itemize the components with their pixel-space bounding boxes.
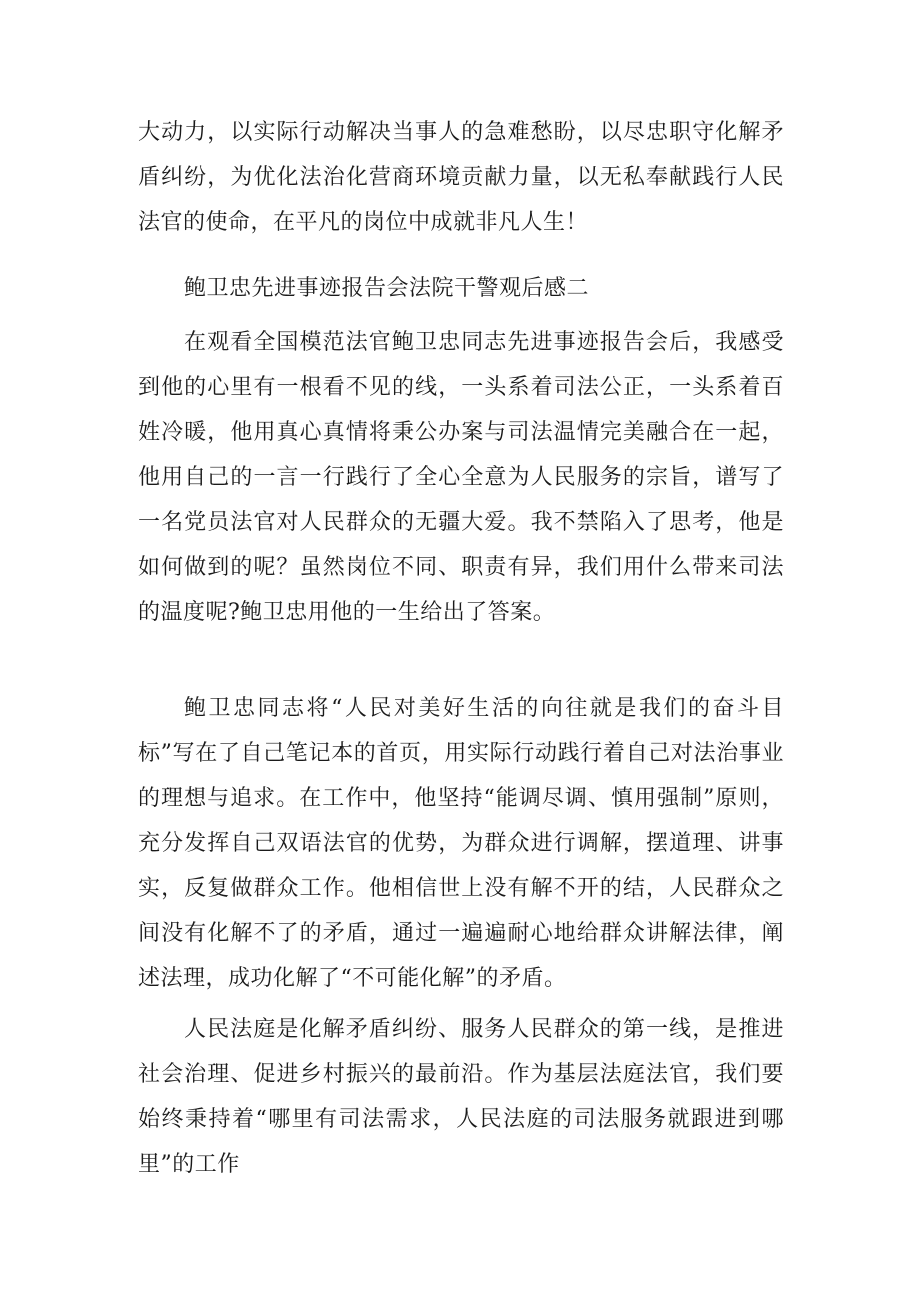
paragraph-closing: 人民法庭是化解矛盾纠纷、服务人民群众的第一线，是推进社会治理、促进乡村振兴的最前沿。作为基层法庭法官，我们要始终秉持着“哪里有司法需求，人民法庭的司法服务就跟进到哪里”的工作 bbox=[138, 1017, 784, 1177]
paragraph-continuation: 大动力，以实际行动解决当事人的急难愁盼，以尽忠职守化解矛盾纠纷，为优化法治化营商环境贡献力量，以无私奉献践行人民法官的使命，在平凡的岗位中成就非凡人生！ bbox=[138, 120, 784, 235]
section-heading: 鲍卫忠先进事迹报告会法院干警观后感二 bbox=[184, 276, 590, 301]
paragraph-intro: 在观看全国模范法官鲍卫忠同志先进事迹报告会后，我感受到他的心里有一根看不见的线，一头系着司法公正，一头系着百姓冷暖，他用真心真情将秉公办案与司法温情完美融合在一起，他用自己的一言一行践行了全心全意为人民服务的宗旨，谱写了一名党员法官对人民群众的无疆大爱。我不禁陷入了思考，他是如何做到的呢？虽然岗位不同、职责有异，我们用什么带来司法的温度呢?鲍卫忠用他的一生给出了答案。 bbox=[138, 330, 784, 625]
paragraph-body: 鲍卫忠同志将“人民对美好生活的向往就是我们的奋斗目标”写在了自己笔记本的首页，用实际行动践行着自己对法治事业的理想与追求。在工作中，他坚持“能调尽调、慎用强制”原则，充分发挥自己双语法官的优势，为群众进行调解，摆道理、讲事实，反复做群众工作。他相信世上没有解不开的结，人民群众之间没有化解不了的矛盾，通过一遍遍耐心地给群众讲解法律，阐述法理，成功化解了“不可能化解”的矛盾。 bbox=[138, 696, 784, 991]
